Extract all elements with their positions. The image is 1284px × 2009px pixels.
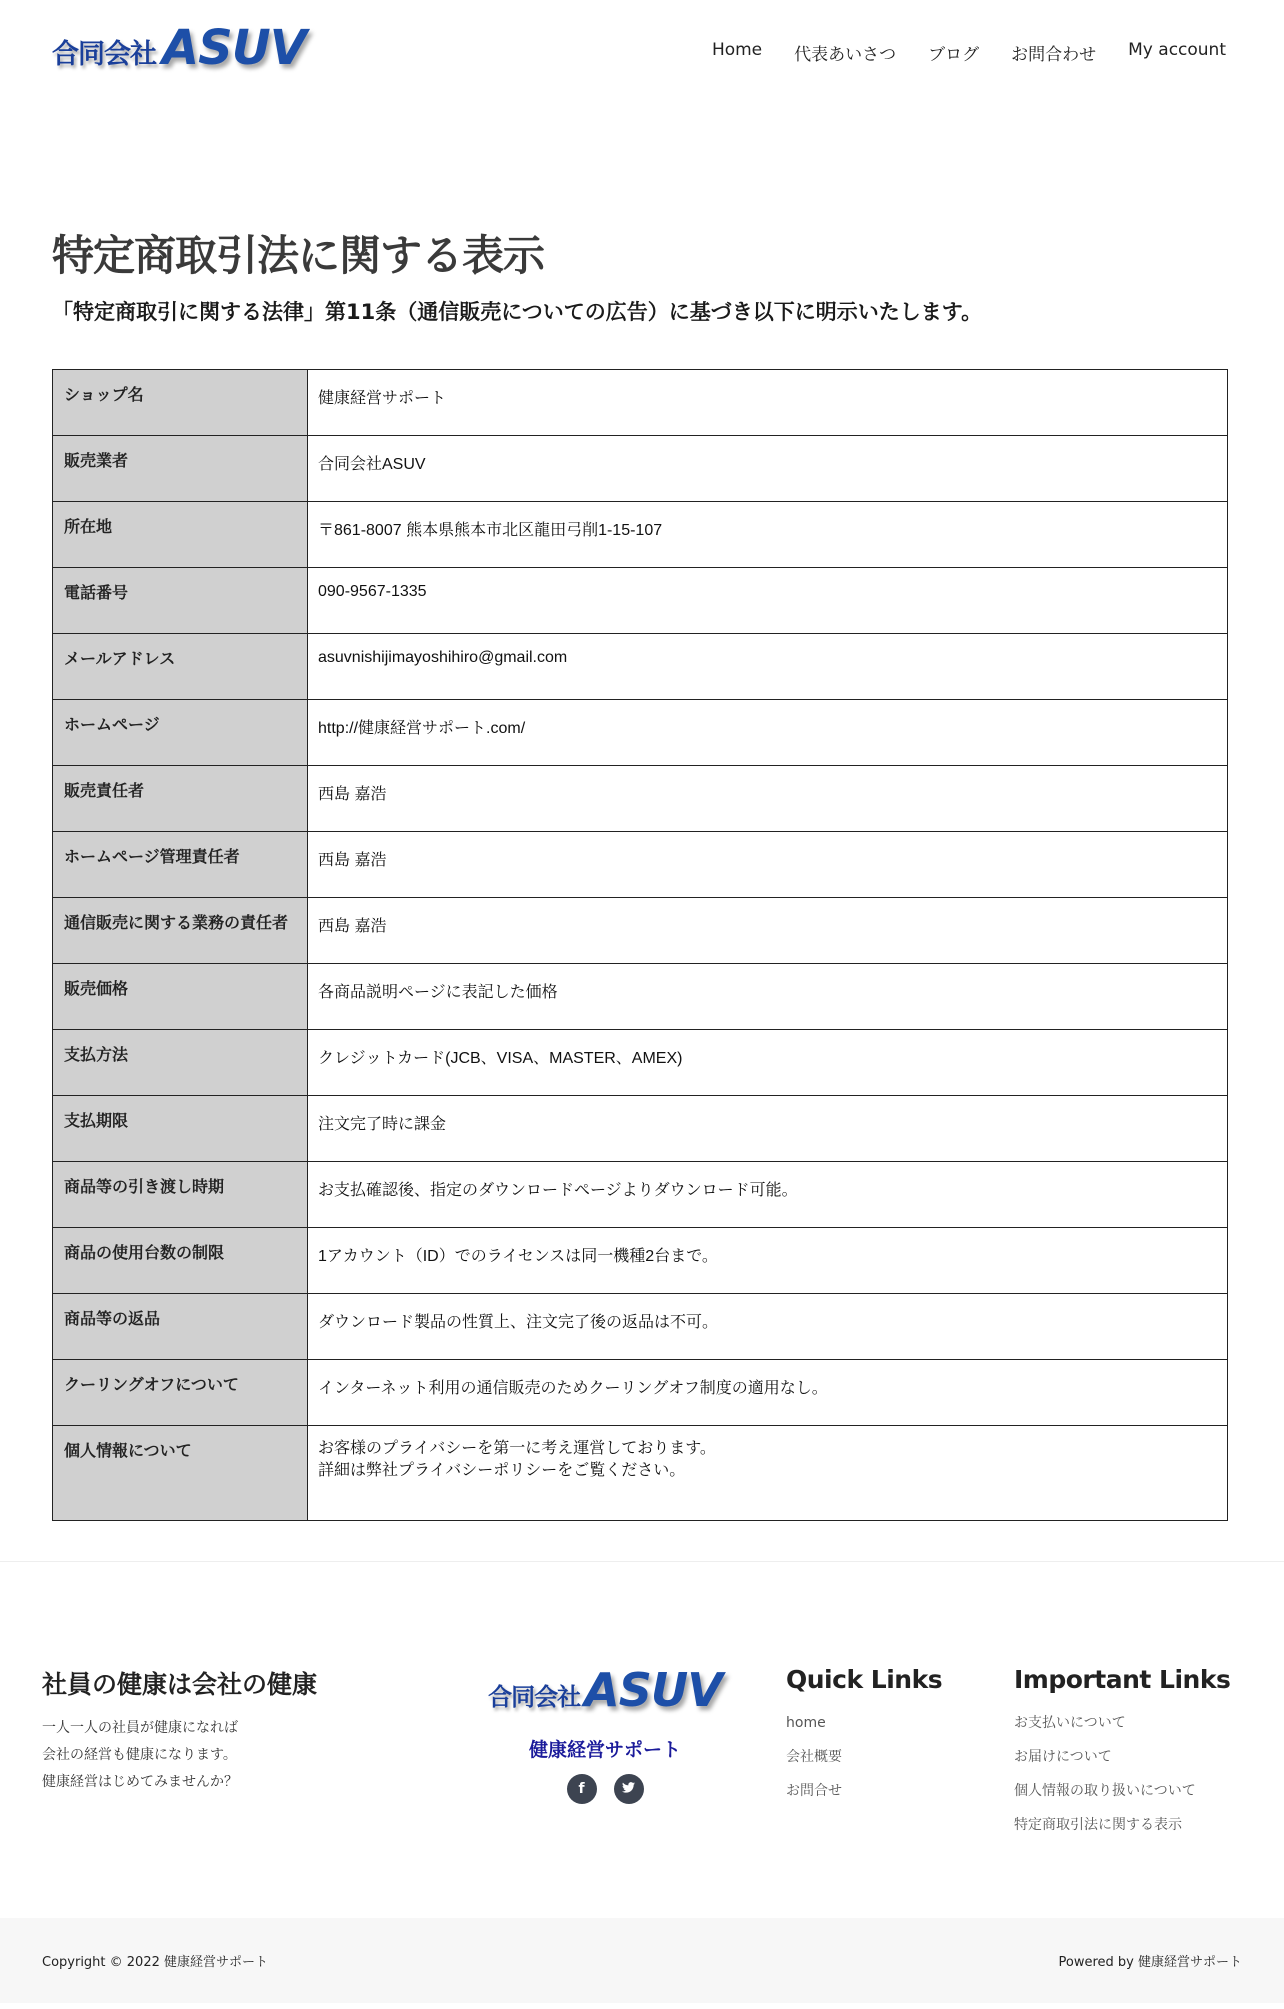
copyright-text: Copyright © 2022 健康経営サポート <box>42 1954 269 1970</box>
table-row <box>53 831 1228 897</box>
facebook-icon[interactable]: f <box>567 1774 597 1804</box>
footer-logo-jp: 合同会社 <box>488 1682 581 1711</box>
footer-about-line: 一人一人の社員が健康になれば <box>42 1719 238 1736</box>
row-label: 支払期限 <box>53 1095 308 1161</box>
row-label: 販売価格 <box>53 963 308 1029</box>
footer-bottom-bar <box>0 1918 1284 2003</box>
footer-about-line: 健康経営はじめてみませんか？ <box>42 1773 238 1790</box>
table-row <box>53 1029 1228 1095</box>
privacy-line-2: 詳細は弊社プライバシーポリシーをご覧ください。 <box>318 1461 686 1479</box>
row-value: 西島 嘉浩 <box>308 765 1228 831</box>
row-value: http://健康経営サポート.com/ <box>308 699 1228 765</box>
row-label: 商品の使用台数の制限 <box>53 1227 308 1293</box>
important-links-heading: Important Links <box>1014 1664 1231 1694</box>
row-value: 各商品説明ページに表記した価格 <box>308 963 1228 1029</box>
commerce-law-table <box>52 369 1228 1521</box>
table-row <box>53 963 1228 1029</box>
footer-brand-name: 健康経営サポート <box>528 1738 681 1761</box>
row-value: インターネット利用の通信販売のためクーリングオフ制度の適用なし。 <box>308 1359 1228 1425</box>
footer-logo-en: ASUV <box>584 1662 722 1717</box>
logo-en-text: ASUV <box>162 20 306 76</box>
footer-widgets <box>0 1561 1284 1918</box>
row-label: 個人情報について <box>53 1425 308 1520</box>
row-label: 商品等の引き渡し時期 <box>53 1161 308 1227</box>
table-row <box>53 765 1228 831</box>
table-row <box>53 1095 1228 1161</box>
quick-link-home[interactable]: home <box>786 1714 826 1731</box>
row-label: メールアドレス <box>53 633 308 699</box>
row-value: クレジットカード(JCB、VISA、MASTER、AMEX) <box>308 1029 1228 1095</box>
important-links-list <box>1014 1706 1230 1842</box>
row-value: 〒861-8007 熊本県熊本市北区龍田弓削1-15-107 <box>308 501 1228 567</box>
row-value: 1アカウント（ID）でのライセンスは同一機種2台まで。 <box>308 1227 1228 1293</box>
row-value: 健康経営サポート <box>308 369 1228 435</box>
important-link-commerce-law[interactable]: 特定商取引法に関する表示 <box>1014 1816 1182 1833</box>
footer-about <box>42 1665 317 1796</box>
table-row <box>53 1161 1228 1227</box>
row-label: 商品等の返品 <box>53 1293 308 1359</box>
row-label: クーリングオフについて <box>53 1359 308 1425</box>
footer-quick-links <box>786 1665 942 1808</box>
table-row <box>53 897 1228 963</box>
quick-link-contact[interactable]: お問合せ <box>786 1782 842 1799</box>
important-link-privacy[interactable]: 個人情報の取り扱いについて <box>1014 1782 1196 1799</box>
row-value: asuvnishijimayoshihiro@gmail.com <box>308 633 1228 699</box>
table-row <box>53 1293 1228 1359</box>
row-value: お支払確認後、指定のダウンロードページよりダウンロード可能。 <box>308 1161 1228 1227</box>
table-row <box>53 1227 1228 1293</box>
site-logo[interactable] <box>52 20 306 76</box>
footer-about-text <box>42 1715 317 1796</box>
row-label: ホームページ管理責任者 <box>53 831 308 897</box>
page-title: 特定商取引法に関する表示 <box>52 231 545 280</box>
footer-logo[interactable] <box>485 1662 725 1717</box>
table-row <box>53 1359 1228 1425</box>
row-value: 西島 嘉浩 <box>308 897 1228 963</box>
twitter-icon[interactable] <box>614 1774 644 1804</box>
quick-links-heading: Quick Links <box>786 1664 943 1694</box>
powered-by-text: Powered by 健康経営サポート <box>1058 1954 1242 1970</box>
nav-home[interactable]: Home <box>711 40 763 60</box>
row-label: 所在地 <box>53 501 308 567</box>
nav-my-account[interactable]: My account <box>1128 40 1226 60</box>
row-label: 販売責任者 <box>53 765 308 831</box>
quick-links-list <box>786 1706 942 1808</box>
main-content <box>0 104 1284 1521</box>
logo-jp-text: 合同会社 <box>52 39 156 70</box>
row-value: 090-9567-1335 <box>308 567 1228 633</box>
table-row <box>53 633 1228 699</box>
quick-link-company[interactable]: 会社概要 <box>786 1748 842 1765</box>
table-row <box>53 567 1228 633</box>
row-value: 注文完了時に課金 <box>308 1095 1228 1161</box>
footer-about-heading: 社員の健康は会社の健康 <box>42 1669 318 1699</box>
page-subtitle: 「特定商取引に関する法律」第11条（通信販売についての広告）に基づき以下に明示いたします。 <box>52 300 983 325</box>
nav-blog[interactable]: ブログ <box>928 45 980 65</box>
social-links <box>485 1774 725 1804</box>
row-label: ショップ名 <box>53 369 308 435</box>
row-label: 電話番号 <box>53 567 308 633</box>
table-row <box>53 369 1228 435</box>
row-label: 販売業者 <box>53 435 308 501</box>
main-nav <box>712 40 1226 65</box>
row-value: 合同会社ASUV <box>308 435 1228 501</box>
nav-greeting[interactable]: 代表あいさつ <box>794 45 897 65</box>
important-link-delivery[interactable]: お届けについて <box>1014 1748 1112 1765</box>
row-label: 支払方法 <box>53 1029 308 1095</box>
privacy-line-1: お客様のプライバシーを第一に考え運営しております。 <box>318 1439 716 1457</box>
row-label: 通信販売に関する業務の責任者 <box>53 897 308 963</box>
row-value <box>308 1425 1228 1520</box>
footer-important-links <box>1014 1665 1230 1842</box>
table-row <box>53 435 1228 501</box>
row-value: 西島 嘉浩 <box>308 831 1228 897</box>
row-value: ダウンロード製品の性質上、注文完了後の返品は不可。 <box>308 1293 1228 1359</box>
footer-brand <box>485 1662 725 1804</box>
footer-about-line: 会社の経営も健康になります。 <box>42 1746 237 1763</box>
nav-contact[interactable]: お問合わせ <box>1011 45 1097 65</box>
table-row <box>53 1425 1228 1520</box>
table-row <box>53 699 1228 765</box>
row-label: ホームページ <box>53 699 308 765</box>
table-row <box>53 501 1228 567</box>
site-footer <box>0 1561 1284 2003</box>
important-link-payment[interactable]: お支払いについて <box>1014 1714 1126 1731</box>
site-header <box>0 0 1284 104</box>
